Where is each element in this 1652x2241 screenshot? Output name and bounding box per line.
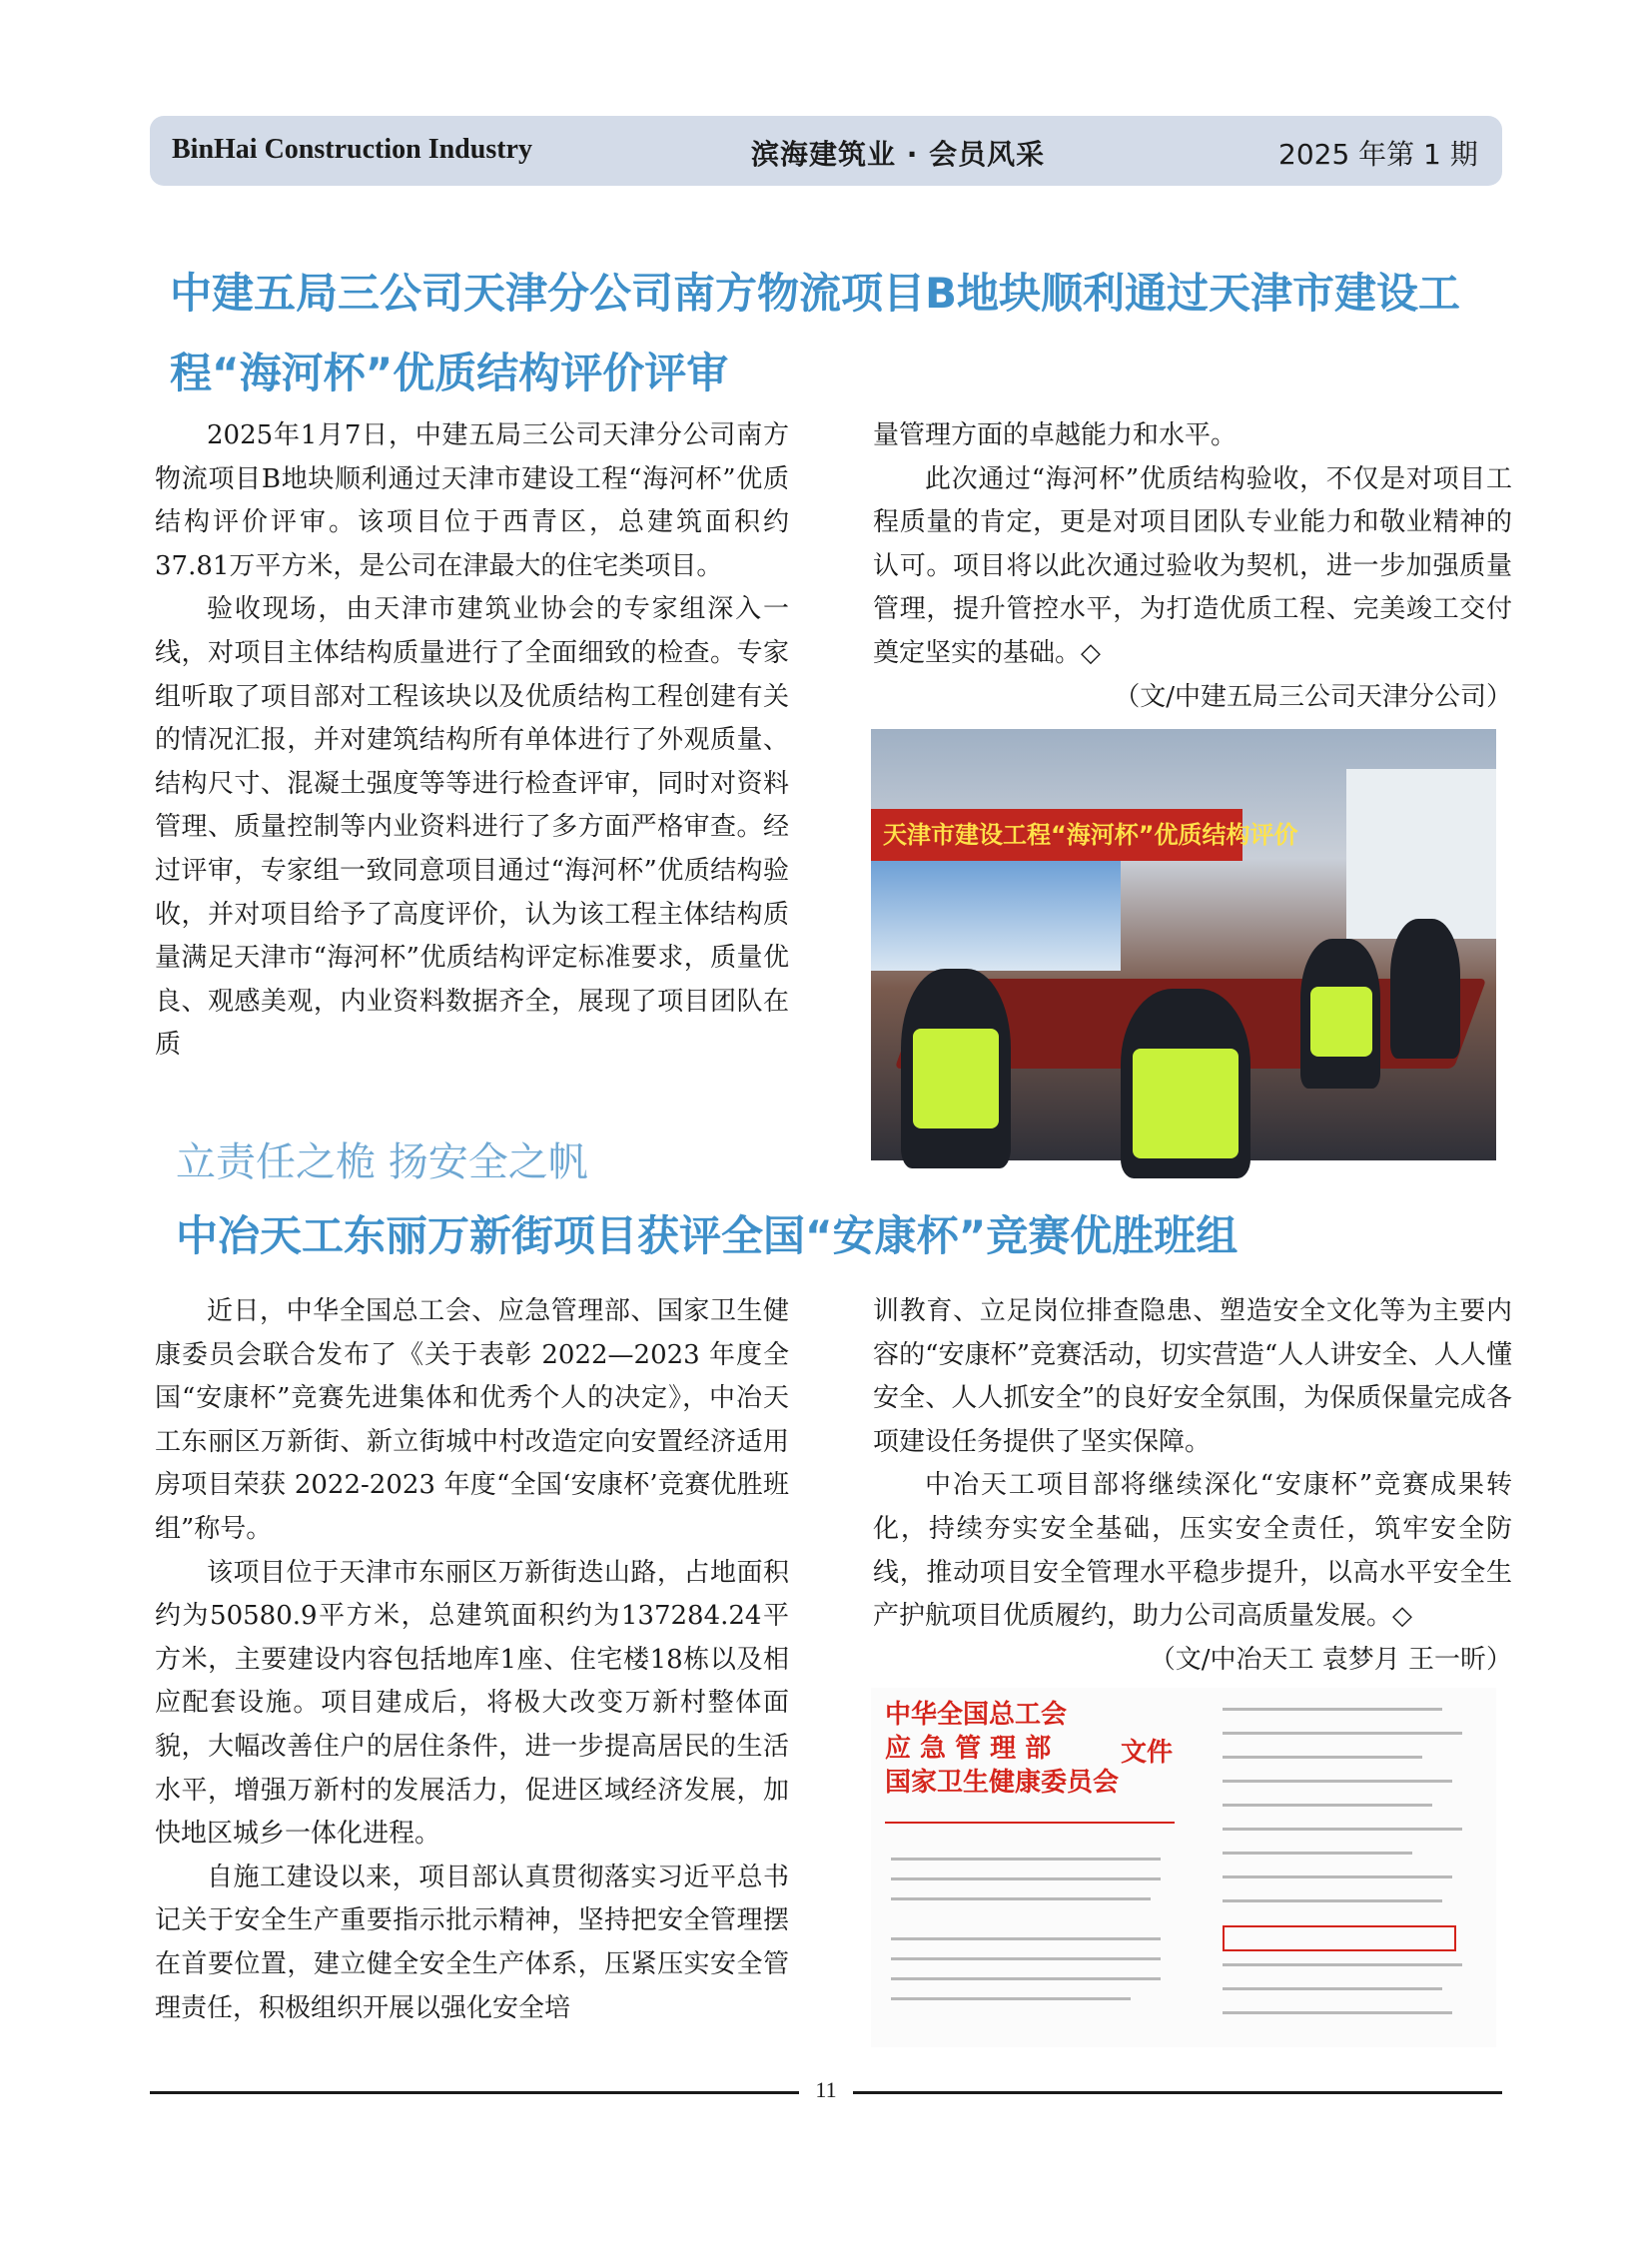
document-text-line <box>1223 2011 1452 2014</box>
document-text-line <box>1223 1804 1432 1807</box>
article2-paragraph: 近日，中华全国总工会、应急管理部、国家卫生健康委员会联合发布了《关于表彰 2022—2023 年度全国“安康杯”竞赛先进集体和优秀个人的决定》，中冶天工东丽区万新街、新立街城中村改造定向安置经济适用房项目荣获 2022-2023 年度“全国‘安康杯’竞赛优胜班组”称号。 <box>155 1296 789 1544</box>
photo-person <box>1390 919 1460 1059</box>
document-text-line <box>1223 1732 1462 1735</box>
article2-paragraph: 自施工建设以来，项目部认真贯彻落实习近平总书记关于安全生产重要指示批示精神，坚持把安全管理摆在首要位置，建立健全安全生产体系，压紧压实安全管理责任，积极组织开展以强化安全培 <box>155 1862 789 2023</box>
document-text-line <box>891 1957 1161 1960</box>
document-text-line <box>1223 1708 1442 1711</box>
publication-name-en: BinHai Construction Industry <box>172 134 532 165</box>
photo-vest <box>913 1029 999 1128</box>
document-issuer: 中华全国总工会 <box>885 1700 1068 1730</box>
document-text-line <box>1223 1828 1462 1831</box>
photo-screen <box>871 861 1121 971</box>
article1-byline: （文/中建五局三公司天津分公司） <box>1114 681 1512 712</box>
document-text-line <box>1223 1963 1462 1966</box>
document-text-line <box>1223 1756 1422 1759</box>
document-issuers <box>885 1698 1119 1800</box>
footer-rule-right <box>853 2091 1502 2094</box>
document-highlight-box <box>1223 1925 1456 1951</box>
article1-continuation: 量管理方面的卓越能力和水平。 <box>873 420 1238 450</box>
article2-right-column <box>873 1290 1512 1682</box>
article2-paragraph: 该项目位于天津市东丽区万新街迭山路，占地面积约为50580.9平方米，总建筑面积约为137284.24平方米，主要建设内容包括地库1座、住宅楼18栋以及相应配套设施。项目建成后，将极大改变万新村整体面貌，大幅改善住户的居住条件，进一步提高居民的生活水平，增强万新村的发展活力，促进区域经济发展，加快地区城乡一体化进程。 <box>155 1557 789 1850</box>
article2-subtitle: 立责任之桅 扬安全之帆 <box>176 1139 588 1185</box>
photo-vest <box>1133 1049 1239 1158</box>
article1-title: 中建五局三公司天津分公司南方物流项目B地块顺利通过天津市建设工程“海河杯”优质结构评价评审 <box>170 269 1461 397</box>
article1-left-column <box>155 414 789 1068</box>
issue-number: 2025 年第 1 期 <box>1278 138 1478 171</box>
document-text-line <box>1223 1899 1442 1902</box>
photo-vest <box>1310 987 1372 1057</box>
document-text-line <box>891 1997 1131 2000</box>
article2-left-column <box>155 1290 789 2030</box>
document-text-line <box>1223 1987 1442 1990</box>
document-issuer: 国家卫生健康委员会 <box>885 1768 1120 1798</box>
document-text-line <box>1223 1780 1452 1783</box>
section-title: 滨海建筑业 · 会员风采 <box>751 138 1046 171</box>
article2-byline: （文/中冶天工 袁梦月 王一昕） <box>1149 1644 1512 1675</box>
official-document-image <box>871 1688 1496 2047</box>
document-text-line <box>891 1877 1161 1880</box>
article1-paragraph: 此次通过“海河杯”优质结构验收，不仅是对项目工程质量的肯定，更是对项目团队专业能力和敬业精神的认可。项目将以此次通过验收为契机，进一步加强质量管理，提升管控水平，为打造优质工程、完美竣工交付奠定坚实的基础。◇ <box>873 463 1512 668</box>
document-text-line <box>891 1937 1161 1940</box>
article1-paragraph: 2025年1月7日，中建五局三公司天津分公司南方物流项目B地块顺利通过天津市建设工程“海河杯”优质结构评价评审。该项目位于西青区，总建筑面积约37.81万平方米，是公司在津最大的住宅类项目。 <box>155 420 789 581</box>
article2-continuation: 训教育、立足岗位排查隐患、塑造安全文化等为主要内容的“安康杯”竞赛活动，切实营造“人人讲安全、人人懂安全、人人抓安全”的良好安全氛围，为保质保量完成各项建设任务提供了坚实保障。 <box>873 1296 1512 1457</box>
document-text-line <box>1223 1875 1452 1878</box>
document-red-rule <box>885 1822 1175 1824</box>
page-number: 11 <box>815 2077 837 2102</box>
article2-paragraph: 中冶天工项目部将继续深化“安康杯”竞赛成果转化，持续夯实安全基础，压实安全责任，筑牢安全防线，推动项目安全管理水平稳步提升，以高水平安全生产护航项目优质履约，助力公司高质量发展。◇ <box>873 1470 1512 1632</box>
article1-right-column <box>873 414 1512 719</box>
document-issuer: 应 急 管 理 部 <box>885 1734 1052 1764</box>
running-header <box>150 116 1502 186</box>
article1-paragraph: 验收现场，由天津市建筑业协会的专家组深入一线，对项目主体结构质量进行了全面细致的检查。专家组听取了项目部对工程该块以及优质结构工程创建有关的情况汇报，并对建筑结构所有单体进行了外观质量、结构尺寸、混凝土强度等等进行检查评审，同时对资料管理、质量控制等内业资料进行了多方面严格审查。经过评审，专家组一致同意项目通过“海河杯”优质结构验收，并对项目给予了高度评价，认为该工程主体结构质量满足天津市“海河杯”优质结构评定标准要求，质量优良、观感美观，内业资料数据齐全，展现了项目团队在质 <box>155 594 789 1061</box>
document-text-line <box>1223 1852 1412 1855</box>
document-text-line <box>891 1977 1161 1980</box>
document-text-line <box>891 1897 1151 1900</box>
document-text-line <box>891 1858 1161 1861</box>
meeting-photo <box>871 729 1496 1160</box>
photo-window <box>1346 769 1496 939</box>
photo-banner: 天津市建设工程“海河杯”优质结构评价 <box>871 809 1242 861</box>
document-wen: 文件 <box>1121 1738 1174 1768</box>
footer-rule-left <box>150 2091 799 2094</box>
article2-title: 中冶天工东丽万新街项目获评全国“安康杯”竞赛优胜班组 <box>176 1211 1239 1260</box>
